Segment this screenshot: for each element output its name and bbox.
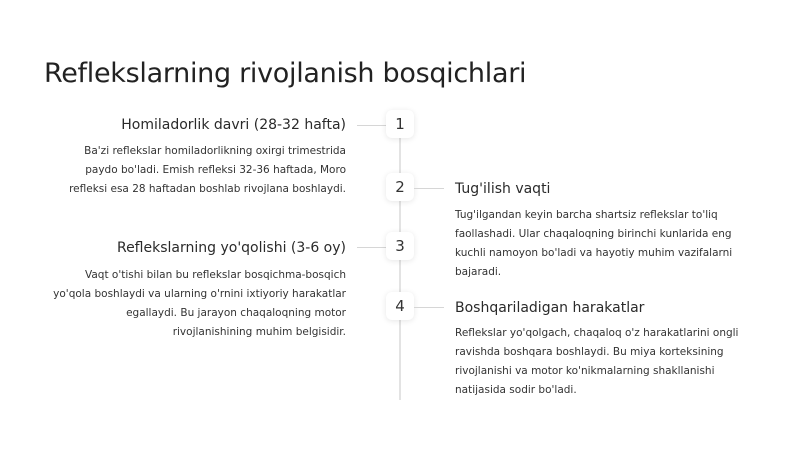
connector-line xyxy=(357,125,387,126)
step-heading: Homiladorlik davri (28-32 hafta) xyxy=(121,117,346,133)
step-description: Tug'ilgandan keyin barcha shartsiz reflekslar to'liq faollashadi. Ular chaqaloqning birinchi kunlarida eng kuchli namoyon bo'ladi va hayotiy muhim vazifalarni bajaradi. xyxy=(455,209,733,278)
step-number-badge: 2 xyxy=(386,173,414,201)
step-number-badge: 3 xyxy=(386,232,414,260)
connector-line xyxy=(414,307,444,308)
step-heading: Reflekslarning yo'qolishi (3-6 oy) xyxy=(116,240,346,256)
step-description: Ba'zi reflekslar homiladorlikning oxirgi trimestrida paydo bo'ladi. Emish refleksi 32-36 haftada, Moro refleksi esa 28 haftadan boshlab rivojlana boshlaydi. xyxy=(69,145,346,195)
step-heading: Boshqariladigan harakatlar xyxy=(455,300,645,316)
page-title: Reflekslarning rivojlanish bosqichlari xyxy=(44,58,527,89)
step-description: Reflekslar yo'qolgach, chaqaloq o'z harakatlarini ongli ravishda boshqara boshlaydi. Bu miya korteksining rivojlanishi va motor ko'nikmalarning shakllanishi natijasida sodir bo'ladi. xyxy=(455,327,739,396)
step-description: Vaqt o'tishi bilan bu reflekslar bosqichma-bosqich yo'qola boshlaydi va ularning o'rnini ixtiyoriy harakatlar egallaydi. Bu jarayon chaqaloqning motor rivojlanishining muhim belgisidir. xyxy=(53,269,346,338)
step-heading: Tug'ilish vaqti xyxy=(455,181,551,197)
connector-line xyxy=(357,247,387,248)
step-number-badge: 1 xyxy=(386,110,414,138)
step-number-badge: 4 xyxy=(386,292,414,320)
connector-line xyxy=(414,188,444,189)
